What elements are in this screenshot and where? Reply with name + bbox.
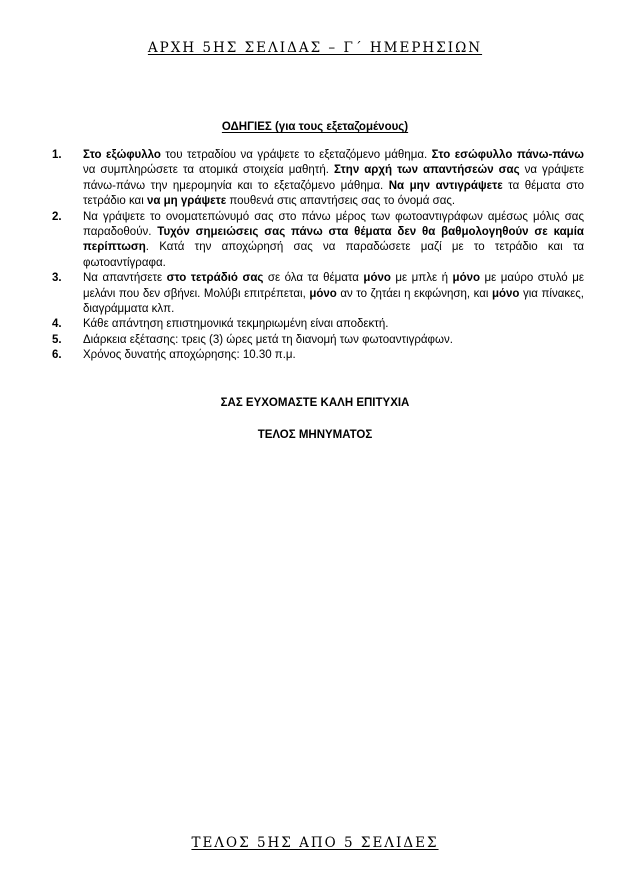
instruction-text-segment: αν το ζητάει η εκφώνηση, και (336, 287, 492, 300)
instruction-text-segment: να γράψετε πάνω-πάνω την ημερομηνία και το εξεταζόμενο μάθημα. (83, 164, 584, 192)
instruction-item (50, 210, 584, 272)
instruction-text-segment: Διάρκεια εξέτασης: τρεις (3) ώρες μετά τη διανομή των φωτοαντιγράφων. (83, 333, 453, 346)
instruction-item (50, 148, 584, 210)
end-of-message: ΤΕΛΟΣ ΜΗΝΥΜΑΤΟΣ (257, 429, 373, 441)
instruction-text-emphasis: να μη γράψετε (146, 195, 227, 208)
instruction-text (83, 271, 584, 317)
instruction-text (83, 148, 584, 210)
instruction-item (50, 271, 584, 317)
instruction-text-emphasis: μόνο (363, 272, 391, 285)
instruction-item (50, 333, 584, 348)
instruction-text-emphasis: Στο εσώφυλλο πάνω-πάνω (431, 149, 584, 161)
instruction-number: 1. (52, 149, 62, 161)
instruction-text-segment: με μπλε ή (390, 272, 453, 285)
instruction-text-segment: για πίνακες, διαγράμματα κλπ. (83, 287, 584, 316)
instructions-heading: ΟΔΗΓΙΕΣ (για τους εξεταζομένους) (221, 121, 409, 133)
instruction-text-segment: τα θέματα στο τετράδιο και (83, 179, 584, 208)
instruction-number: 3. (52, 272, 62, 285)
instruction-number: 2. (52, 210, 62, 223)
instruction-text-segment: πουθενά στις απαντήσεις σας το όνομά σας. (226, 195, 456, 208)
instruction-text-segment: του τετραδίου να γράψετε το εξεταζόμενο μάθημα. (160, 149, 432, 161)
instruction-text-segment: Να απαντήσετε (83, 272, 167, 285)
good-luck-message: ΣΑΣ ΕΥΧΟΜΑΣΤΕ ΚΑΛΗ ΕΠΙΤΥΧΙΑ (220, 397, 410, 409)
page-footer-title: ΤΕΛΟΣ 5ΗΣ ΑΠΟ 5 ΣΕΛΙΔΕΣ (191, 835, 439, 851)
instruction-text-emphasis: μόνο (491, 287, 520, 300)
instruction-text-segment: Να γράψετε το ονοματεπώνυμό σας στο πάνω μέρος των φωτοαντιγράφων αμέσως μόλις σας παραδοθούν. (83, 210, 584, 239)
instruction-text-segment: Κάθε απάντηση επιστημονικά τεκμηριωμένη είναι αποδεκτή. (83, 318, 389, 331)
instruction-text (83, 348, 584, 363)
instruction-text-segment: Χρόνος δυνατής αποχώρησης: 10.30 π.μ. (83, 349, 296, 362)
instruction-text-emphasis: Να μην αντιγράψετε (388, 179, 503, 192)
instruction-number: 6. (52, 349, 62, 362)
instruction-text-emphasis: στο τετράδιό σας (166, 272, 264, 285)
instruction-text (83, 333, 584, 348)
instruction-text-segment: με μαύρο στυλό με μελάνι που δεν σβήνει. Μολύβι επιτρέπεται, (83, 272, 584, 300)
instruction-item (50, 317, 584, 332)
instruction-text-segment: . Κατά την αποχώρησή σας να παραδώσετε μαζί με το τετράδιο και τα φωτοαντίγραφα. (83, 241, 584, 269)
instruction-text-emphasis: μόνο (452, 272, 481, 285)
instructions-list (50, 148, 584, 364)
instruction-text-emphasis: μόνο (309, 287, 337, 300)
instruction-number: 5. (52, 333, 62, 346)
instruction-item (50, 348, 584, 363)
instruction-number: 4. (52, 318, 62, 331)
instruction-text (83, 317, 584, 332)
instruction-text-segment: να συμπληρώσετε τα ατομικά στοιχεία μαθητή. (83, 164, 334, 177)
instruction-text-emphasis: Τυχόν σημειώσεις σας πάνω στα θέματα δεν θα βαθμολογηθούν σε καμία περίπτωση (83, 226, 584, 254)
instruction-text-segment: σε όλα τα θέματα (263, 272, 364, 285)
instruction-text-emphasis: Στο εξώφυλλο (83, 149, 161, 161)
instruction-text-emphasis: Στην αρχή των απαντήσεών σας (333, 164, 520, 177)
instruction-text (83, 210, 584, 272)
page-header-title: ΑΡΧΗ 5ΗΣ ΣΕΛΙΔΑΣ – Γ΄ ΗΜΕΡΗΣΙΩΝ (147, 40, 483, 56)
